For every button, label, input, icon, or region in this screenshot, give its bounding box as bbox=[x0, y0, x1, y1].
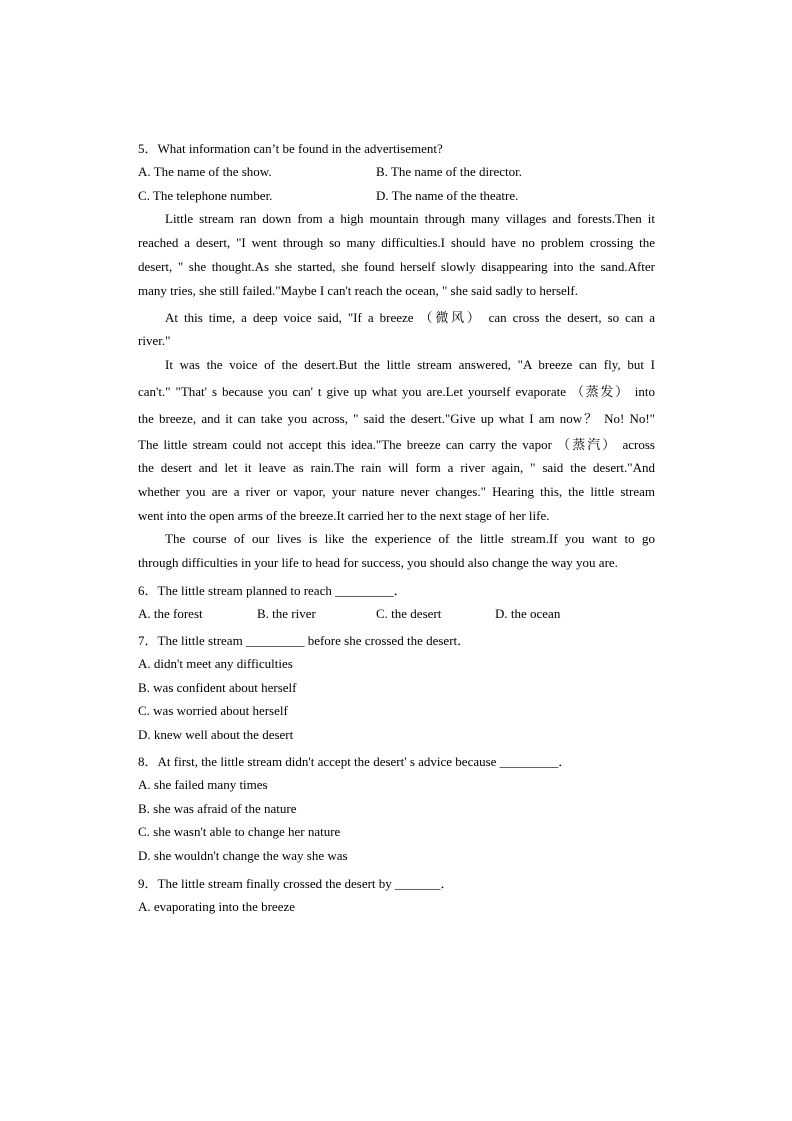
q8-option-b: B. she was afraid of the nature bbox=[138, 801, 297, 816]
passage-p4-line-1: The course of our lives is like the experience of the little stream.If you want to go bbox=[165, 531, 655, 546]
passage-p3-line-2: can't." "That' s because you can' t give up what you are.Let yourself evaporate （蒸发） into bbox=[138, 384, 655, 399]
passage-p2-line-2: river." bbox=[138, 333, 171, 348]
q5-option-a: A. The name of the show. bbox=[138, 164, 272, 179]
passage-p1-line-3: desert, " she thought.As she started, she found herself slowly disappearing into the sand.After bbox=[138, 259, 655, 274]
q7-option-c: C. was worried about herself bbox=[138, 703, 288, 718]
passage-p1-line-2: reached a desert, "I went through so many difficulties.I should have no problem crossing the bbox=[138, 235, 655, 250]
q5-option-d: D. The name of the theatre. bbox=[376, 188, 519, 203]
q7-option-b: B. was confident about herself bbox=[138, 680, 297, 695]
q8-option-d: D. she wouldn't change the way she was bbox=[138, 848, 348, 863]
passage-p2-line-1: At this time, a deep voice said, "If a breeze （微风） can cross the desert, so can a bbox=[165, 310, 655, 325]
q7-option-d: D. knew well about the desert bbox=[138, 727, 294, 742]
q6-option-d: D. the ocean bbox=[495, 606, 561, 621]
q8-option-c: C. she wasn't able to change her nature bbox=[138, 824, 341, 839]
q8-option-a: A. she failed many times bbox=[138, 777, 268, 792]
passage-p4-line-2: through difficulties in your life to head for success, you should also change the way you are. bbox=[138, 555, 618, 570]
passage-p1-line-4: many tries, she still failed."Maybe I can't reach the ocean, " she said sadly to herself. bbox=[138, 283, 579, 298]
question-6: 6．The little stream planned to reach _________． bbox=[138, 583, 407, 598]
passage-p3-line-5: the desert and let it leave as rain.The rain will form a river again, " said the desert."And bbox=[138, 460, 655, 475]
question-5: 5．What information can’t be found in the advertisement? bbox=[138, 141, 443, 156]
question-9: 9．The little stream finally crossed the desert by _______． bbox=[138, 876, 454, 891]
question-7: 7．The little stream _________ before she crossed the desert． bbox=[138, 633, 471, 648]
q6-option-b: B. the river bbox=[257, 606, 316, 621]
q9-option-a: A. evaporating into the breeze bbox=[138, 899, 296, 914]
q5-option-b: B. The name of the director. bbox=[376, 164, 522, 179]
q6-option-a: A. the forest bbox=[138, 606, 203, 621]
question-8: 8．At first, the little stream didn't accept the desert' s advice because _________． bbox=[138, 754, 572, 769]
passage-p3-line-7: went into the open arms of the breeze.It carried her to the next stage of her life. bbox=[138, 508, 550, 523]
passage-p3-line-3: the breeze, and it can take you across, " said the desert."Give up what I am now？ No! No!" bbox=[138, 411, 655, 426]
passage-p3-line-4: The little stream could not accept this idea."The breeze can carry the vapor （蒸汽） across bbox=[138, 437, 655, 452]
passage-p3-line-6: whether you are a river or vapor, your nature never changes." Hearing this, the little stream bbox=[138, 484, 655, 499]
q5-option-c: C. The telephone number. bbox=[138, 188, 273, 203]
q7-option-a: A. didn't meet any difficulties bbox=[138, 656, 293, 671]
passage-p1-line-1: Little stream ran down from a high mountain through many villages and forests.Then it bbox=[165, 211, 655, 226]
passage-p3-line-1: It was the voice of the desert.But the little stream answered, "A breeze can fly, but I bbox=[165, 357, 655, 372]
q6-option-c: C. the desert bbox=[376, 606, 442, 621]
